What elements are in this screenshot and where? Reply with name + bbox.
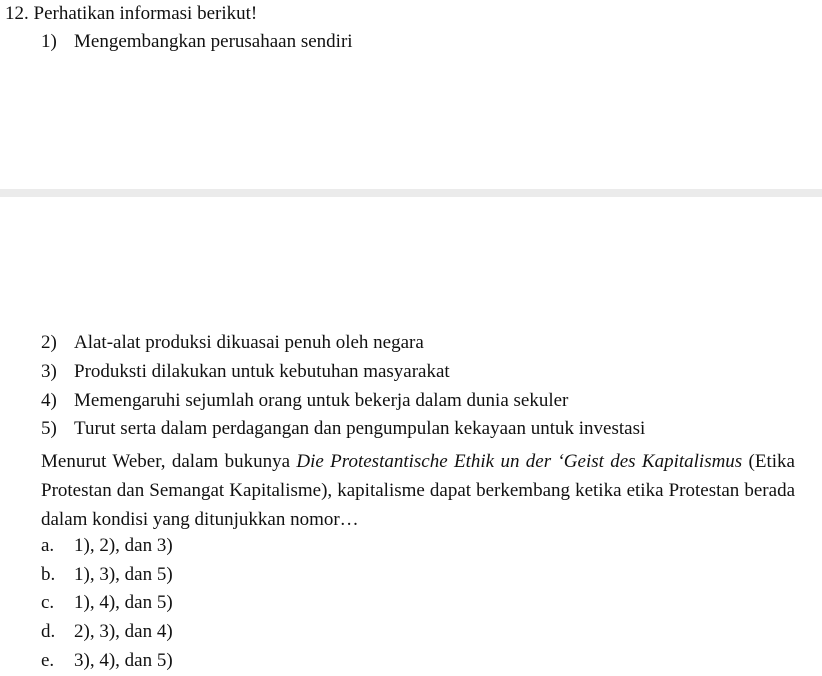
- item-text: Produksti dilakukan untuk kebutuhan masyarakat: [74, 361, 450, 382]
- item-number: 1): [41, 31, 57, 52]
- question-paragraph: [41, 447, 795, 534]
- item-number: 4): [41, 390, 57, 411]
- book-title: Die Protestantische Ethik un der ‘Geist des Kapitalismus: [296, 451, 743, 472]
- answer-option-c[interactable]: [41, 592, 173, 614]
- paragraph-part2: (Etika Protestan dan Semangat Kapitalisme), kapitalisme dapat berkembang ketika etika Protestan berada dalam kondisi yang ditunjukkan nomor…: [41, 451, 795, 530]
- option-text: 1), 3), dan 5): [74, 564, 173, 585]
- question-header: [5, 3, 257, 25]
- item-text: Alat-alat produksi dikuasai penuh oleh negara: [74, 332, 424, 353]
- option-text: 2), 3), dan 4): [74, 621, 173, 642]
- page-divider: [0, 189, 822, 197]
- item-text: Mengembangkan perusahaan sendiri: [74, 31, 353, 52]
- list-item: [41, 361, 450, 383]
- option-letter: d.: [41, 621, 56, 642]
- option-letter: a.: [41, 535, 55, 556]
- option-text: 3), 4), dan 5): [74, 650, 173, 671]
- list-item: [41, 390, 568, 412]
- item-number: 5): [41, 418, 57, 439]
- item-number: 3): [41, 361, 57, 382]
- paragraph-part1: Menurut Weber, dalam bukunya: [41, 451, 297, 472]
- option-letter: b.: [41, 564, 56, 585]
- question-number: 12.: [5, 3, 29, 24]
- answer-option-a[interactable]: [41, 535, 173, 557]
- answer-option-e[interactable]: [41, 650, 173, 672]
- list-item: [41, 332, 424, 354]
- answer-option-d[interactable]: [41, 621, 173, 643]
- list-item: [41, 418, 645, 440]
- item-text: Turut serta dalam perdagangan dan pengumpulan kekayaan untuk investasi: [74, 418, 646, 439]
- item-text: Memengaruhi sejumlah orang untuk bekerja dalam dunia sekuler: [74, 390, 569, 411]
- item-number: 2): [41, 332, 57, 353]
- option-text: 1), 2), dan 3): [74, 535, 173, 556]
- option-letter: e.: [41, 650, 55, 671]
- list-item: [41, 31, 353, 53]
- option-letter: c.: [41, 592, 55, 613]
- question-prompt: Perhatikan informasi berikut!: [33, 3, 258, 24]
- option-text: 1), 4), dan 5): [74, 592, 173, 613]
- answer-option-b[interactable]: [41, 564, 173, 586]
